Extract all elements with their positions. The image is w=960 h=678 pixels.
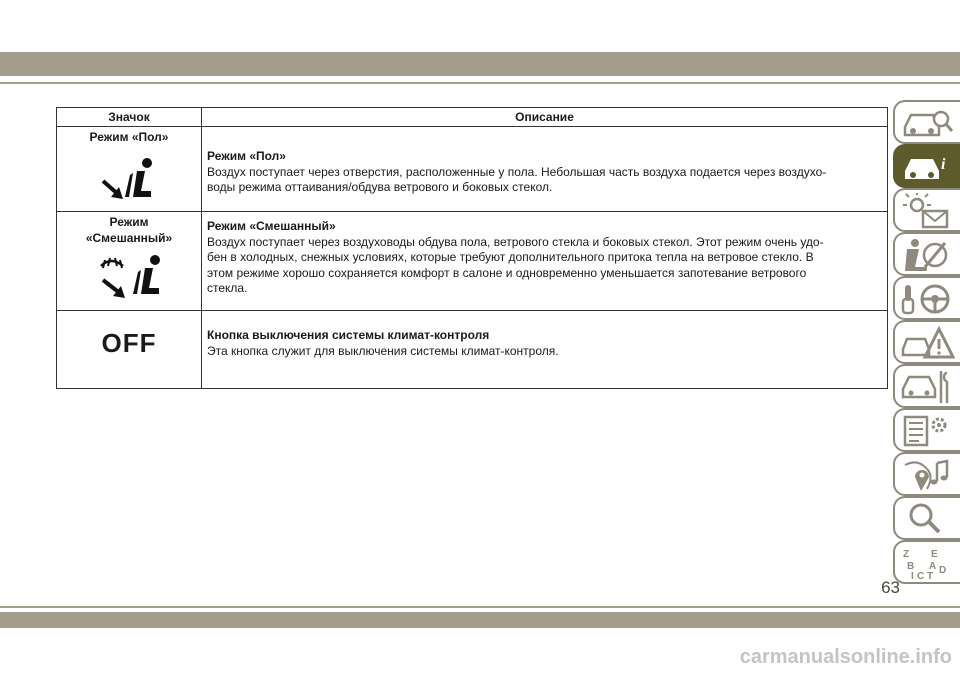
warning-light-mail-icon [901, 193, 955, 229]
magnifier-icon [901, 501, 955, 537]
tab-car-info[interactable] [893, 144, 960, 188]
tab-warning-lights[interactable] [893, 188, 960, 232]
table-header [57, 108, 887, 127]
floor-airflow-icon [99, 157, 159, 209]
car-info-icon [901, 149, 955, 185]
mixed-mode-icon [97, 254, 169, 306]
tab-search[interactable] [893, 496, 960, 540]
row-title: Кнопка выключения системы климат-контроля [207, 328, 490, 342]
top-rule [0, 82, 960, 84]
row-description [207, 149, 879, 196]
tab-index[interactable] [893, 540, 960, 584]
row-text: Воздух поступает через отверстия, расположенные у пола. Небольшая часть воздуха подается через воздухо- воды режима оттаивания/обдува ветрового и боковых стекол. [207, 164, 827, 194]
document-gear-icon [901, 413, 955, 449]
svg-text:E: E [931, 549, 938, 560]
svg-text:D: D [939, 565, 947, 576]
map-music-icon [901, 457, 955, 493]
top-band [0, 52, 960, 76]
car-tools-icon [901, 369, 955, 405]
car-warning-triangle-icon [901, 325, 955, 361]
tab-multimedia[interactable] [893, 452, 960, 496]
tab-technical-data[interactable] [893, 408, 960, 452]
svg-text:i: i [941, 156, 946, 173]
climate-modes-table [56, 107, 888, 389]
icon-label-line2: «Смешанный» [85, 231, 173, 245]
svg-text:C: C [917, 571, 925, 581]
row-title: Режим «Пол» [207, 149, 286, 163]
header-description: Описание [515, 110, 574, 124]
alphabet-index-icon [901, 545, 955, 581]
table-row [57, 212, 887, 311]
tab-safety[interactable] [893, 232, 960, 276]
watermark: carmanualsonline.info [739, 646, 952, 668]
page-number: 63 [881, 578, 900, 597]
tab-servicing[interactable] [893, 364, 960, 408]
header-icon: Значок [108, 110, 150, 124]
row-text: Воздух поступает через воздуховоды обдува пола, ветрового стекла и боковых стекол. Этот режим очень удо- бен в холодных, снежных условиях, которые требуют дополнительного притока тепла на ветровое стекло. В этом режиме хорошо сохраняется комфорт в салоне и одновременно уменьшается запотевание ветрового стекла. [207, 234, 824, 295]
icon-label: Режим «Пол» [89, 130, 169, 144]
car-search-icon [901, 105, 955, 141]
svg-text:A: A [929, 561, 937, 572]
svg-text:B: B [907, 561, 915, 572]
icon-label-line1: Режим [109, 215, 149, 229]
tab-car-search[interactable] [893, 100, 960, 144]
key-steering-wheel-icon [901, 281, 955, 317]
off-label: OFF [101, 328, 157, 358]
tab-emergency[interactable] [893, 320, 960, 364]
bottom-rule [0, 606, 960, 608]
icon-cell [57, 212, 201, 310]
seat-airbag-icon [901, 237, 955, 273]
tab-starting-driving[interactable] [893, 276, 960, 320]
table-row [57, 127, 887, 212]
table-row [57, 311, 887, 388]
icon-label [57, 214, 201, 246]
bottom-band [0, 612, 960, 628]
icon-cell [57, 127, 201, 211]
svg-text:Z: Z [903, 549, 910, 560]
svg-text:I: I [911, 571, 914, 581]
svg-text:T: T [927, 571, 934, 581]
row-title: Режим «Смешанный» [207, 219, 336, 233]
row-description [207, 219, 879, 297]
row-text: Эта кнопка служит для выключения системы климат-контроля. [207, 343, 559, 358]
row-description [207, 328, 879, 359]
